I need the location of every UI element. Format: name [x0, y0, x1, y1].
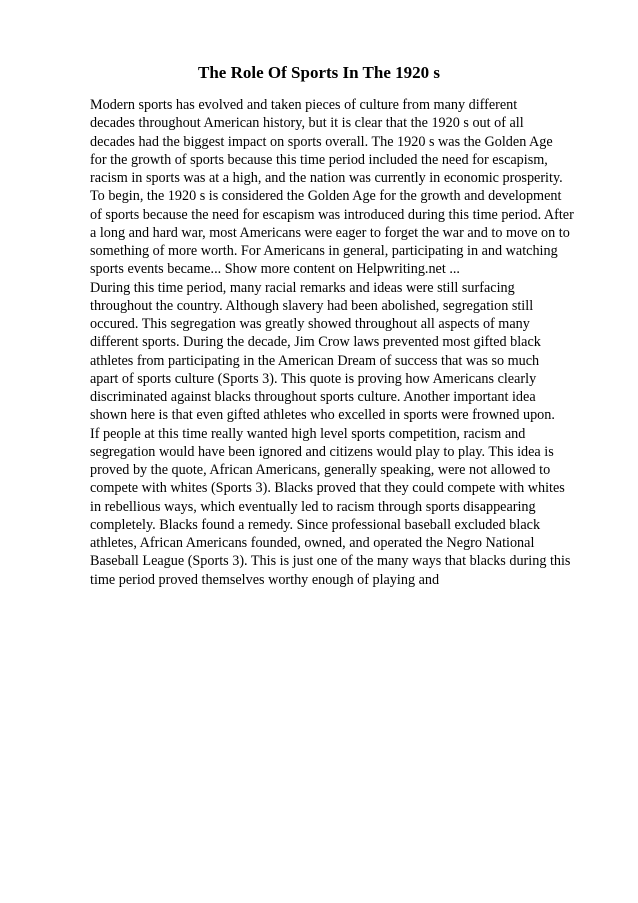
body-line: If people at this time really wanted high level sports competition, racism and [90, 425, 526, 442]
body-line: sports events became... Show more content on Helpwriting.net ... [90, 261, 460, 278]
body-line: shown here is that even gifted athletes who excelled in sports were frowned upon. [90, 407, 555, 424]
body-line: proved by the quote, African Americans, generally speaking, were not allowed to [90, 462, 551, 478]
body-line: discriminated against blacks throughout sports culture. Another important idea [90, 389, 536, 405]
body-line: different sports. During the decade, Jim Crow laws prevented most gifted black [90, 334, 541, 351]
body-line: Baseball League (Sports 3). This is just one of the many ways that blacks during this [90, 553, 571, 570]
body-line: something of more worth. For Americans in general, participating in and watching [90, 243, 558, 259]
body-line: throughout the country. Although slavery had been abolished, segregation still [90, 297, 534, 314]
body-line: athletes from participating in the American Dream of success that was so much [90, 352, 540, 369]
body-line: During this time period, many racial remarks and ideas were still surfacing [90, 279, 515, 296]
body-line: compete with whites (Sports 3). Blacks proved that they could compete with whites [90, 480, 565, 497]
body-line: for the growth of sports because this time period included the need for escapism, [90, 151, 548, 168]
body-line: in rebellious ways, which eventually led to racism through sports disappearing [90, 498, 536, 515]
body-line: time period proved themselves worthy enough of playing and [90, 571, 440, 588]
body-line: racism in sports was at a high, and the nation was currently in economic prosperity. [90, 170, 563, 186]
body-line: of sports because the need for escapism was introduced during this time period. After [90, 206, 574, 223]
body-line: completely. Blacks found a remedy. Since professional baseball excluded black [90, 516, 541, 533]
body-line: segregation would have been ignored and citizens would play to play. This idea is [90, 443, 554, 460]
body-line: a long and hard war, most Americans were eager to forget the war and to move on to [90, 224, 570, 241]
document-body [90, 96, 590, 589]
document-title: The Role Of Sports In The 1920 s [198, 63, 440, 82]
body-line: athletes, African Americans founded, owned, and operated the Negro National [90, 535, 535, 551]
body-line: occured. This segregation was greatly showed throughout all aspects of many [90, 316, 530, 332]
body-line: Modern sports has evolved and taken pieces of culture from many different [90, 97, 518, 113]
body-line: apart of sports culture (Sports 3). This quote is proving how Americans clearly [90, 370, 537, 387]
body-line: decades had the biggest impact on sports overall. The 1920 s was the Golden Age [90, 133, 553, 150]
body-line: To begin, the 1920 s is considered the Golden Age for the growth and development [90, 188, 562, 205]
body-line: decades throughout American history, but it is clear that the 1920 s out of all [90, 115, 524, 132]
